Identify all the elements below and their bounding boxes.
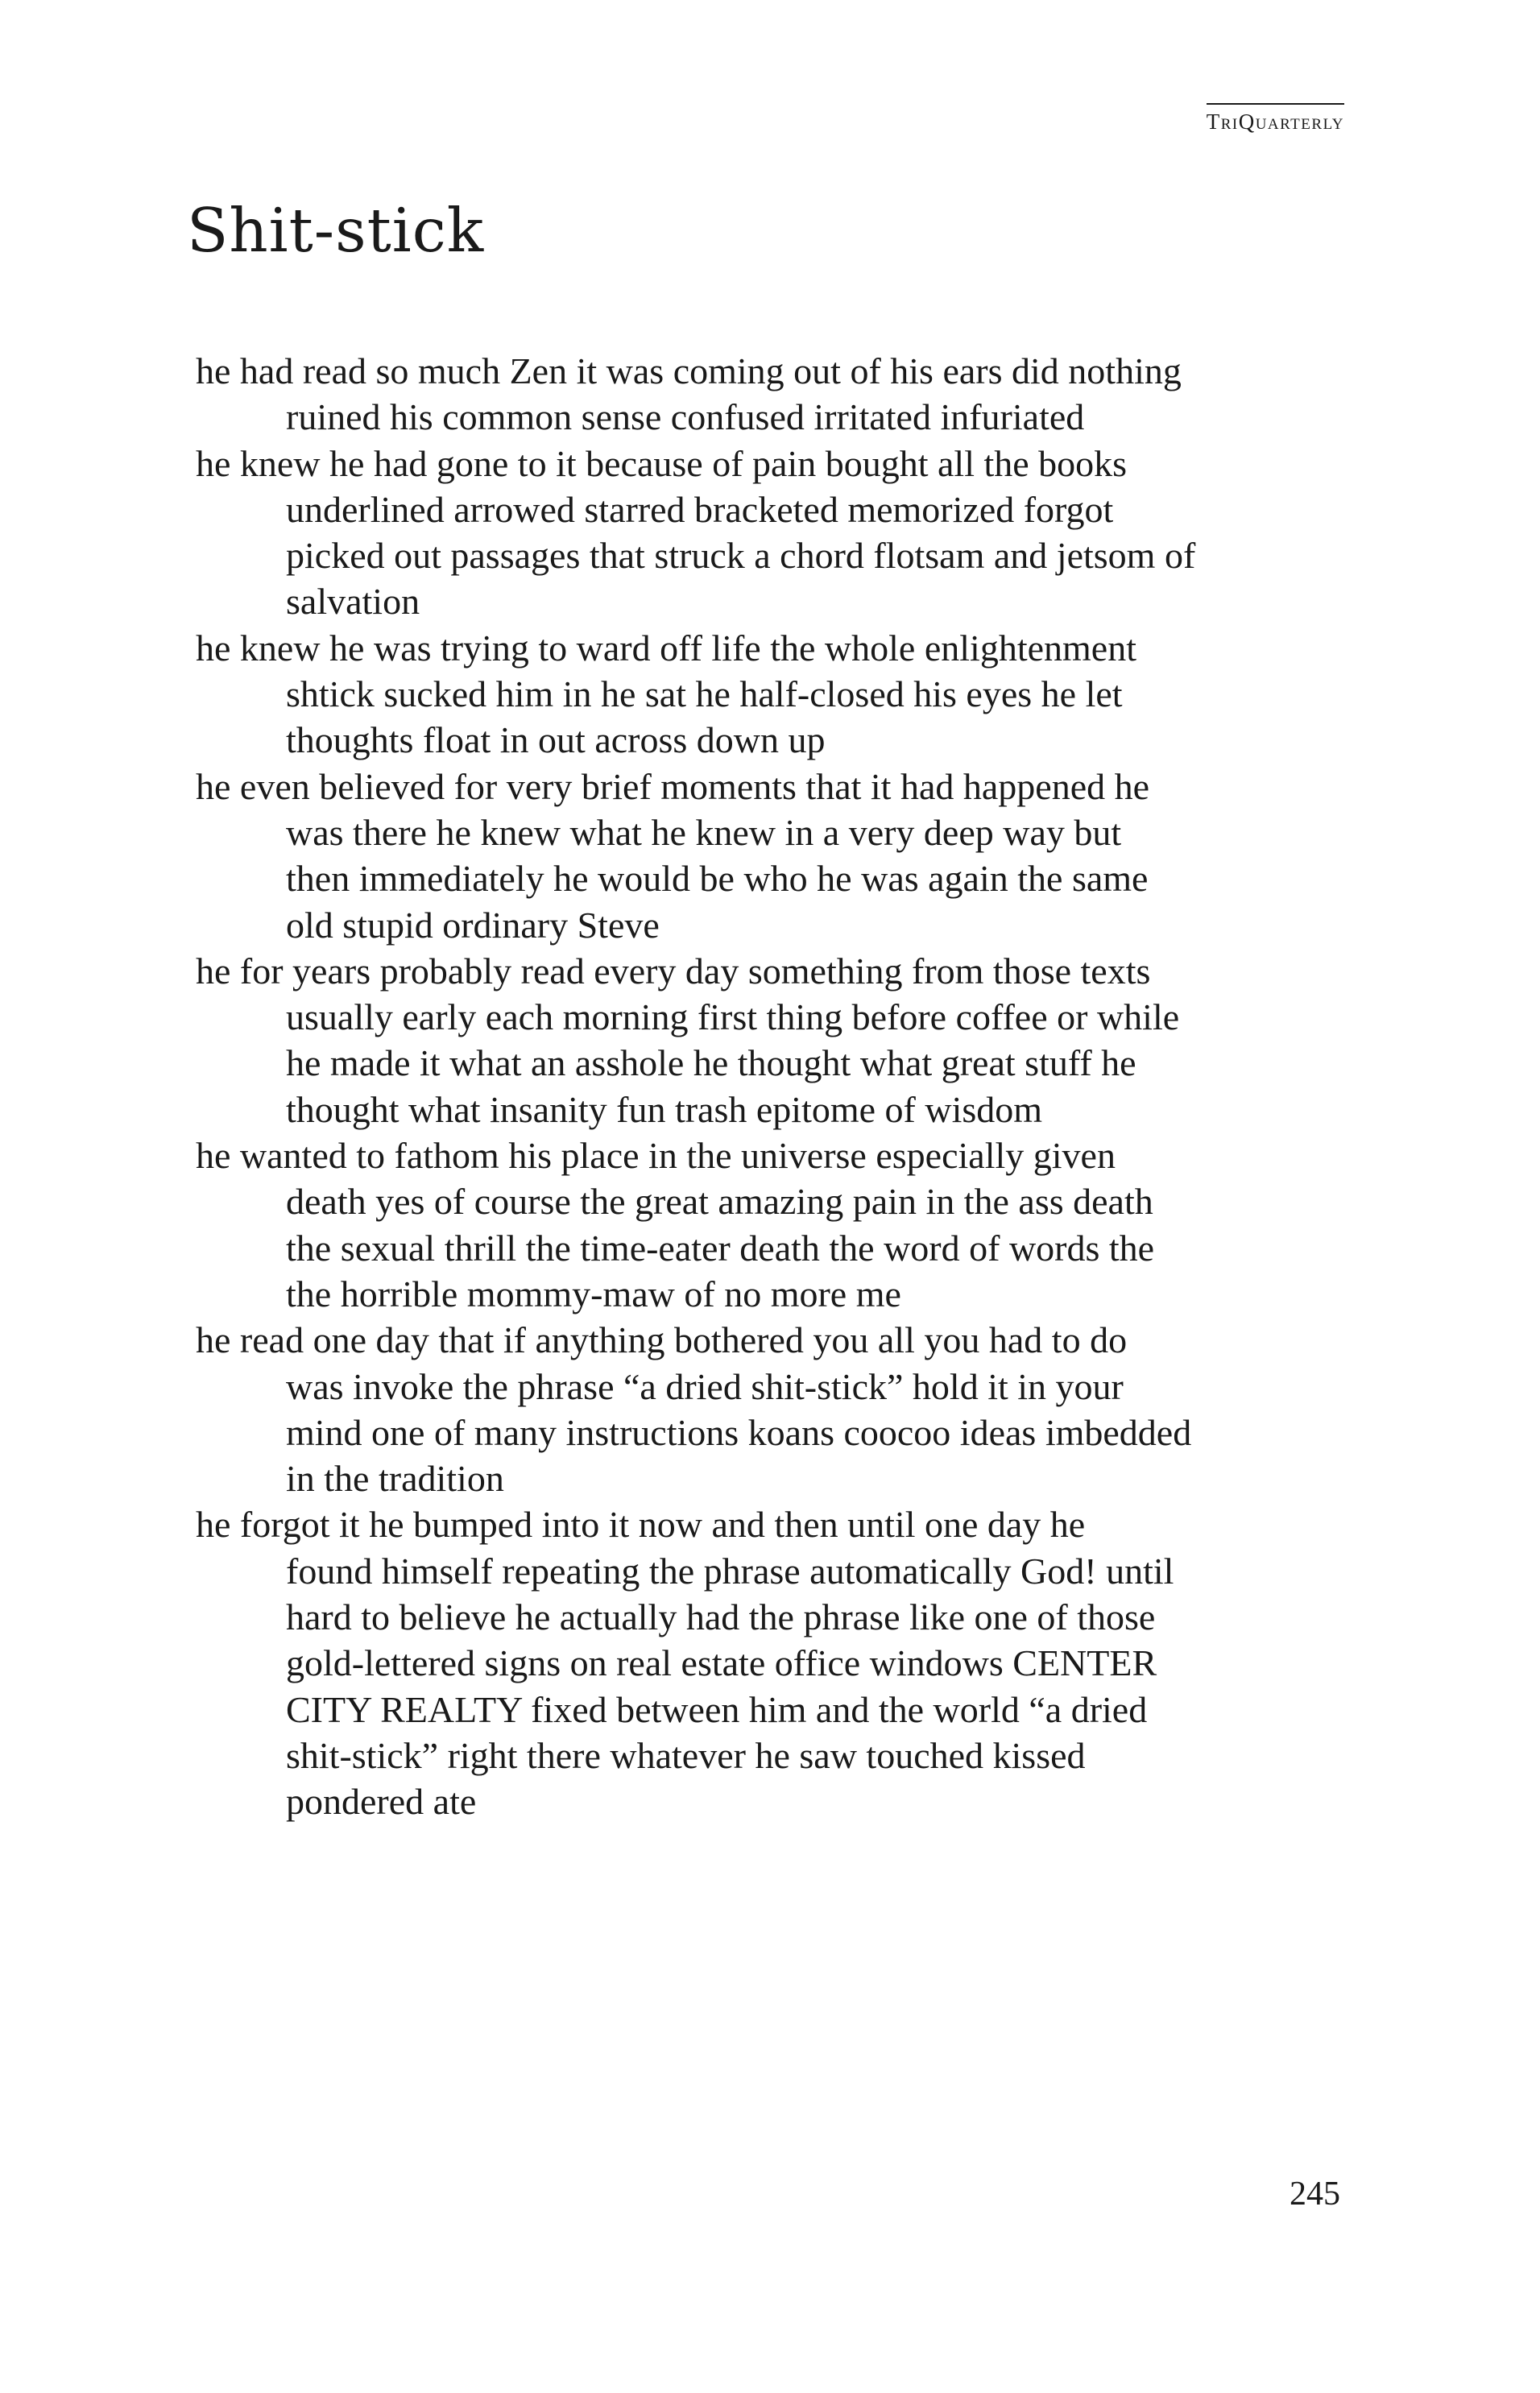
poem-stanza	[196, 1501, 1364, 1824]
poem-line-continuation: picked out passages that struck a chord flotsam and jetsom of	[286, 535, 1196, 577]
poem-line-continuation: usually early each morning first thing before coffee or while	[286, 996, 1180, 1038]
poem-stanza	[196, 348, 1364, 441]
page-number: 245	[1290, 2176, 1340, 2213]
poem-line: he forgot it he bumped into it now and then until one day he	[196, 1504, 1086, 1546]
poem-body	[196, 348, 1364, 1825]
poem-line-continuation: he made it what an asshole he thought what great stuff he	[286, 1042, 1136, 1084]
poem-line: he knew he was trying to ward off life the whole enlightenment	[196, 627, 1136, 669]
poem-line-continuation: thought what insanity fun trash epitome of wisdom	[286, 1088, 1043, 1130]
poem-stanza	[196, 1317, 1364, 1501]
poem-line: he for years probably read every day something from those texts	[196, 950, 1151, 992]
poem-line-continuation: old stupid ordinary Steve	[286, 904, 660, 946]
poem-line-continuation: shtick sucked him in he sat he half-closed his eyes he let	[286, 673, 1123, 715]
poem-stanza	[196, 441, 1364, 625]
poem-line: he had read so much Zen it was coming out of his ears did nothing	[196, 350, 1182, 391]
running-head: TriQuarterly	[1207, 103, 1344, 135]
poem-line-continuation: thoughts float in out across down up	[286, 719, 826, 761]
poem-line-continuation: underlined arrowed starred bracketed memorized forgot	[286, 488, 1114, 530]
poem-line-continuation: was there he knew what he knew in a very deep way but	[286, 811, 1122, 853]
poem-stanza	[196, 948, 1364, 1132]
poem-line-continuation: the horrible mommy-maw of no more me	[286, 1273, 901, 1314]
poem-line: he knew he had gone to it because of pain bought all the books	[196, 442, 1128, 484]
poem-line-continuation: gold-lettered signs on real estate office windows CENTER	[286, 1642, 1157, 1684]
poem-line: he even believed for very brief moments that it had happened he	[196, 765, 1150, 807]
poem-stanza	[196, 1132, 1364, 1317]
poem-line-continuation: death yes of course the great amazing pain in the ass death	[286, 1181, 1153, 1223]
poem-line-continuation: ruined his common sense confused irritated infuriated	[286, 396, 1085, 438]
poem-line-continuation: the sexual thrill the time-eater death the word of words the	[286, 1227, 1155, 1269]
poem-line-continuation: in the tradition	[286, 1458, 504, 1500]
poem-line-continuation: shit-stick” right there whatever he saw touched kissed	[286, 1734, 1086, 1776]
poem-line: he read one day that if anything bothered you all you had to do	[196, 1319, 1128, 1361]
poem-line-continuation: hard to believe he actually had the phrase like one of those	[286, 1596, 1156, 1638]
poem-line-continuation: mind one of many instructions koans coocoo ideas imbedded	[286, 1411, 1192, 1453]
poem-line-continuation: salvation	[286, 581, 420, 623]
poem-line-continuation: CITY REALTY fixed between him and the world “a dried	[286, 1688, 1148, 1730]
poem-stanza	[196, 764, 1364, 948]
poem-line-continuation: was invoke the phrase “a dried shit-stick” hold it in your	[286, 1365, 1124, 1407]
poem-line-continuation: pondered ate	[286, 1781, 477, 1823]
poem-title: Shit-stick	[187, 195, 485, 266]
poem-line: he wanted to fathom his place in the universe especially given	[196, 1135, 1116, 1177]
poem-stanza	[196, 625, 1364, 764]
poem-line-continuation: found himself repeating the phrase automatically God! until	[286, 1550, 1174, 1592]
poem-line-continuation: then immediately he would be who he was again the same	[286, 858, 1149, 900]
